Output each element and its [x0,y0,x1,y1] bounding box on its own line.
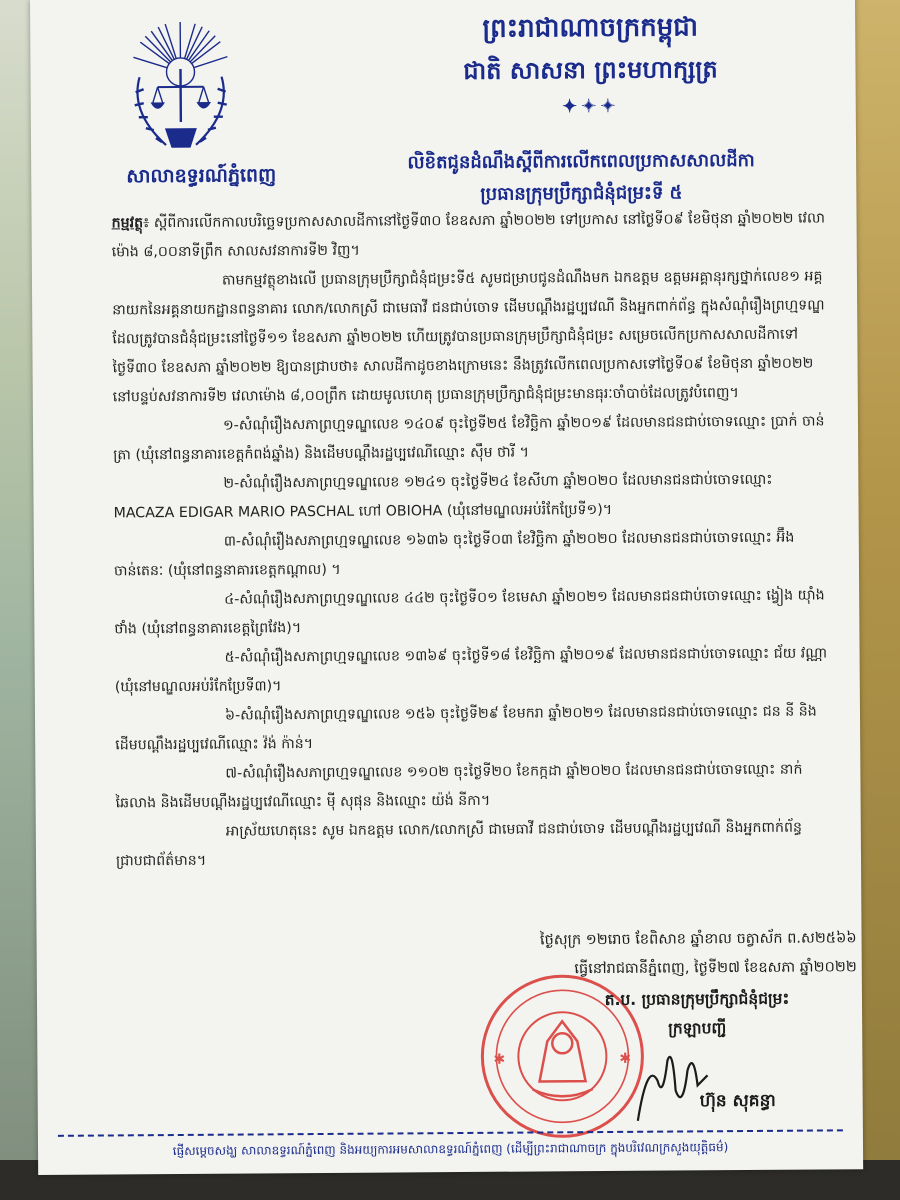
kingdom-motto: ជាតិ សាសនា ព្រះមហាក្សត្រ [463,54,718,85]
royal-emblem-icon [125,17,236,158]
case-1: ១-សំណុំរឿងសភាព្រហ្មទណ្ឌលេខ ១៤០៩ ចុះថ្ងៃទី២៥ ខែវិច្ឆិកា ឆ្នាំ២០១៩ ដែលមានជនជាប់ចោទឈ្មោះ ប្រាក់ ចាន់ត្រា (ឃុំនៅពន្ធនាគារខេត្តកំពង់ឆ្នាំង) និងដើមបណ្តឹងរដ្ឋប្បវេណីឈ្មោះ ស៊ឹម ថារី ។ [113,413,825,464]
court-name: សាលាឧទ្ធរណ៍ភ្នំពេញ [126,164,277,188]
intro-paragraph: តាមកម្មវត្ថុខាងលើ ប្រធានក្រុមប្រឹក្សាជំនុំជម្រះទី៥ សូមជម្រាបជូនដំណឹងមក ឯកឧត្តម ឧត្តមអគ្គានុរក្សថ្នាក់លេខ១ អគ្គនាយកនៃអគ្គនាយកដ្ឋានពន្ធនាគារ លោក/លោកស្រី ជាមេធាវី ជនជាប់ចោទ ដើមបណ្តឹងរដ្ឋប្បវេណី និងអ្នកពាក់ព័ន្ធ ក្នុងសំណុំរឿងព្រហ្មទណ្ឌ ដែលត្រូវបានជំនុំជម្រះនៅថ្ងៃទី១១ ខែឧសភា ឆ្នាំ២០២២ ហើយត្រូវបានប្រធានក្រុមប្រឹក្សាជំនុំជម្រះ សម្រេចលើកប្រកាសសាលដីកាទៅថ្ងៃទី៣០ ខែឧសភា ឆ្នាំ២០២២ ឱ្យបានជ្រាបថា៖ សាលដីកាដូចខាងក្រោមនេះ នឹងត្រូវលើកពេលប្រកាសទៅថ្ងៃទី០៩ ខែមិថុនា ឆ្នាំ២០២២ នៅបន្ទប់សវនាការទី២ វេលាម៉ោង ៨,០០ព្រឹក ដោយមូលហេតុ ប្រធានក្រុមប្រឹក្សាជំនុំជម្រះមានធុរៈចាំបាច់ដែលត្រូវបំពេញ។ [112,268,825,406]
document-body [111,204,831,876]
signer-name: ហ៊ុន សុគន្ធា [699,1090,776,1112]
footer-note: ផ្ញើសម្តេចសង្ឃ សាលាឧទ្ធរណ៍ភ្នំពេញ និងអយ្យការអមសាលាឧទ្ធរណ៍ភ្នំពេញ (ដើម្បីព្រះរាជាណាចក្រ ក្នុងបរិវេណក្រសួងយុត្តិធម៌) [172,1140,729,1159]
case-2: ២-សំណុំរឿងសភាព្រហ្មទណ្ឌលេខ ១២៤១ ចុះថ្ងៃទី២៤ ខែសីហា ឆ្នាំ២០២០ ដែលមានជនជាប់ចោទឈ្មោះ MACAZA EDIGAR MARIO PASCHAL ហៅ OBIOHA (ឃុំនៅមណ្ឌលអប់រំកែប្រែទី១)។ [113,471,773,522]
document-title [331,144,831,211]
signature-role: ត.ប. ប្រធានក្រុមប្រឹក្សាជំនុំជម្រះ [604,989,790,1010]
document-page [30,0,863,1175]
kingdom-header [350,9,831,118]
case-6: ៦-សំណុំរឿងសភាព្រហ្មទណ្ឌលេខ ១៥៦ ចុះថ្ងៃទី២៩ ខែមករា ឆ្នាំ២០២១ ដែលមានជនជាប់ចោទឈ្មោះ ជន នី និងដើមបណ្តឹងរដ្ឋប្បវេណីឈ្មោះ វ៉ង់ ក៉ាន់។ [115,703,817,754]
subject-text: ៖ ស្តីពីការលើកកាលបរិច្ឆេទប្រកាសសាលដីកានៅថ្ងៃទី៣០ ខែឧសភា ឆ្នាំ២០២២ ទៅប្រកាស នៅថ្ងៃទី០៩ ខែមិថុនា ឆ្នាំ២០២២ វេលាម៉ោង ៨,០០នាទីព្រឹក សាលសវនាការទី២ វិញ។ [111,210,825,261]
solar-date: ធ្វើនៅរាជធានីភ្នំពេញ, ថ្ងៃទី២៧ ខែឧសភា ឆ្នាំ២០២២ [574,959,857,978]
case-4: ៤-សំណុំរឿងសភាព្រហ្មទណ្ឌលេខ ៤៤២ ចុះថ្ងៃទី០១ ខែមេសា ឆ្នាំ២០២១ ដែលមានជនជាប់ចោទឈ្មោះ ង្វៀង យ៉ាំងថាំង (ឃុំនៅពន្ធនាគារខេត្តព្រៃវែង)។ [114,587,825,638]
signature-block [567,984,827,1044]
subject-paragraph [111,204,826,267]
svg-text:✱: ✱ [619,1050,632,1067]
title-line-2: ប្រធានក្រុមប្រឹក្សាជំនុំជម្រះទី ៥ [480,182,683,205]
lunar-date: ថ្ងៃសុក្រ ១២រោច ខែពិសាខ ឆ្នាំខាល ចត្វាស័ក ព.ស២៥៦៦ [539,930,857,949]
kingdom-title: ព្រះរាជាណាចក្រកម្ពុជា [482,12,699,44]
signature-title: ក្រឡាបញ្ជី [668,1019,727,1038]
header-ornament: ✦✦✦ [562,95,620,118]
subject-label: កម្មវត្ថុ [111,215,144,232]
title-line-1: លិខិតជូនដំណឹងស្តីពីការលើកពេលប្រកាសសាលដីកា [407,149,755,174]
case-5: ៥-សំណុំរឿងសភាព្រហ្មទណ្ឌលេខ ១៣៦៩ ចុះថ្ងៃទី១៨ ខែវិច្ឆិកា ឆ្នាំ២០១៩ ដែលមានជនជាប់ចោទឈ្មោះ ជ័យ វណ្ណា (ឃុំនៅមណ្ឌលអប់រំកែប្រែទី៣)។ [114,645,828,696]
case-3: ៣-សំណុំរឿងសភាព្រហ្មទណ្ឌលេខ ១៦៣៦ ចុះថ្ងៃទី០៣ ខែវិច្ឆិកា ឆ្នាំ២០២០ ដែលមានជនជាប់ចោទឈ្មោះ អ៊ឹង ចាន់តេនៈ (ឃុំនៅពន្ធនាគារខេត្តកណ្តាល) ។ [113,529,795,580]
closing-paragraph: អាស្រ័យហេតុនេះ សូម ឯកឧត្តម លោក/លោកស្រី ជាមេធាវី ជនជាប់ចោទ ដើមបណ្តឹងរដ្ឋប្បវេណី និងអ្នកពាក់ព័ន្ធ ជ្រាបជាព័ត៌មាន។ [115,819,803,870]
case-7: ៧-សំណុំរឿងសភាព្រហ្មទណ្ឌលេខ ១១០២ ចុះថ្ងៃទី២០ ខែកក្កដា ឆ្នាំ២០២០ ដែលមានជនជាប់ចោទឈ្មោះ នាក់ ឆៃលាង និងដើមបណ្តឹងរដ្ឋប្បវេណីឈ្មោះ ម៉ី សុផុន និងឈ្មោះ យ៉ង់ នីកា។ [115,761,803,812]
footer-divider [58,1129,843,1136]
svg-text:✱: ✱ [493,1051,506,1068]
